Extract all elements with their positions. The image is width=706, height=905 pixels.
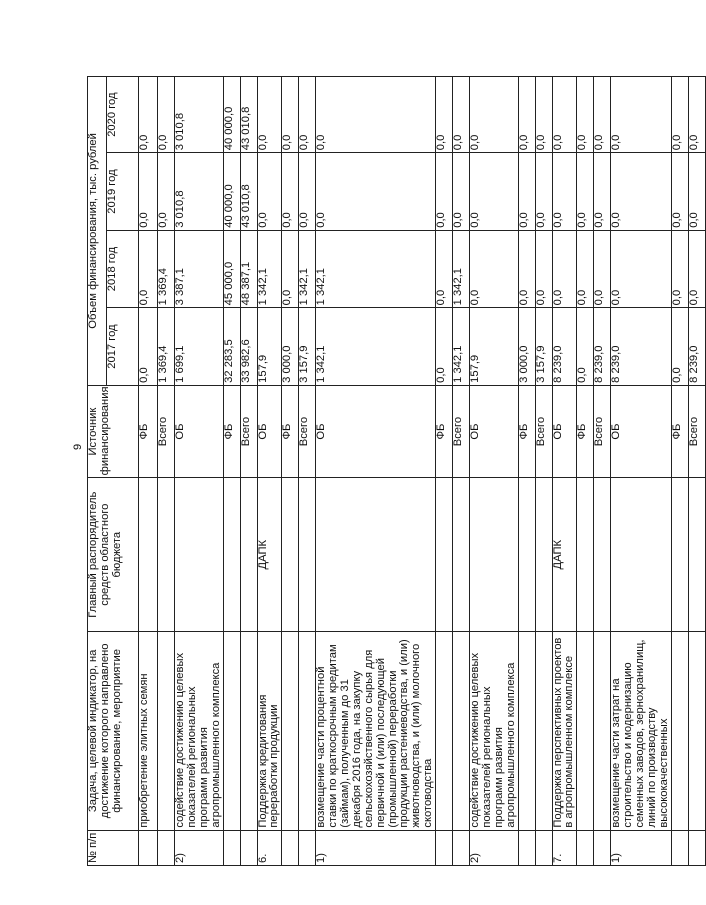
row-source: Всего xyxy=(688,385,705,478)
header-task: Задача, целевой индикатор, на достижение которого направлено финансирование, мероприятие xyxy=(88,632,139,831)
row-value-2018: 48 387,1 xyxy=(240,230,257,308)
table-row xyxy=(316,77,436,866)
row-value-2018: 0,0 xyxy=(139,230,158,308)
table-row xyxy=(470,77,519,866)
row-value-2019: 0,0 xyxy=(594,153,611,231)
row-num xyxy=(223,830,240,865)
row-value-2017: 0,0 xyxy=(577,308,594,386)
row-value-2019: 0,0 xyxy=(316,153,436,231)
row-value-2018: 0,0 xyxy=(470,230,519,308)
table-row xyxy=(436,77,453,866)
row-num xyxy=(535,830,552,865)
row-value-2018: 0,0 xyxy=(688,230,705,308)
table-row xyxy=(282,77,299,866)
row-num xyxy=(453,830,470,865)
row-source: ФБ xyxy=(139,385,158,478)
row-value-2020: 43 010,8 xyxy=(240,77,257,153)
row-source: ФБ xyxy=(671,385,688,478)
row-task xyxy=(671,632,688,831)
row-task: Поддержка кредитования переработки продукции xyxy=(257,632,282,831)
row-num: 7. xyxy=(552,830,577,865)
row-value-2017: 0,0 xyxy=(436,308,453,386)
row-source: Всего xyxy=(453,385,470,478)
table-row xyxy=(175,77,224,866)
row-value-2017: 0,0 xyxy=(671,308,688,386)
row-num: 1) xyxy=(316,830,436,865)
table-row xyxy=(139,77,158,866)
row-value-2018: 0,0 xyxy=(535,230,552,308)
row-num xyxy=(139,830,158,865)
row-task xyxy=(688,632,705,831)
row-task: Поддержка перспективных проектов в агропромышленном комплексе xyxy=(552,632,577,831)
row-value-2017: 1 342,1 xyxy=(316,308,436,386)
row-manager xyxy=(671,478,688,632)
row-value-2018: 0,0 xyxy=(671,230,688,308)
table-row xyxy=(552,77,577,866)
row-value-2018: 1 342,1 xyxy=(316,230,436,308)
row-value-2020: 0,0 xyxy=(299,77,316,153)
header-year-2018: 2018 год xyxy=(107,230,139,308)
row-manager xyxy=(299,478,316,632)
row-value-2020: 0,0 xyxy=(552,77,577,153)
header-manager: Главный распорядитель средств областного бюджета xyxy=(88,478,139,632)
row-task: возмещение части затрат на строительство и модернизацию семенных заводов, зернохранилищ, линий по производству высококачественных xyxy=(611,632,671,831)
row-manager: ДАПК xyxy=(257,478,282,632)
row-task xyxy=(577,632,594,831)
row-value-2017: 3 000,0 xyxy=(518,308,535,386)
row-manager xyxy=(518,478,535,632)
row-value-2019: 40 000,0 xyxy=(223,153,240,231)
header-year-2020: 2020 год xyxy=(107,77,139,153)
row-manager xyxy=(453,478,470,632)
row-source: ФБ xyxy=(223,385,240,478)
row-task: содействие достижению целевых показателей региональных программ развития агропромышленного комплекса xyxy=(175,632,224,831)
row-value-2020: 0,0 xyxy=(257,77,282,153)
row-value-2020: 0,0 xyxy=(688,77,705,153)
row-num xyxy=(282,830,299,865)
row-manager xyxy=(611,478,671,632)
row-value-2017: 33 982,6 xyxy=(240,308,257,386)
row-value-2018: 0,0 xyxy=(436,230,453,308)
row-task xyxy=(223,632,240,831)
row-source: ОБ xyxy=(470,385,519,478)
row-num: 6. xyxy=(257,830,282,865)
row-num: 2) xyxy=(175,830,224,865)
row-value-2018: 3 387,1 xyxy=(175,230,224,308)
row-value-2018: 45 000,0 xyxy=(223,230,240,308)
header-year-2019: 2019 год xyxy=(107,153,139,231)
row-value-2019: 0,0 xyxy=(611,153,671,231)
row-manager xyxy=(436,478,453,632)
row-manager xyxy=(577,478,594,632)
row-value-2020: 0,0 xyxy=(611,77,671,153)
row-manager: ДАПК xyxy=(552,478,577,632)
row-task xyxy=(158,632,175,831)
row-task xyxy=(594,632,611,831)
row-value-2017: 8 239,0 xyxy=(594,308,611,386)
table-row xyxy=(240,77,257,866)
row-source: ФБ xyxy=(282,385,299,478)
row-value-2017: 8 239,0 xyxy=(552,308,577,386)
row-value-2018: 1 369,4 xyxy=(158,230,175,308)
row-task xyxy=(453,632,470,831)
row-value-2020: 0,0 xyxy=(436,77,453,153)
row-value-2019: 0,0 xyxy=(671,153,688,231)
row-manager xyxy=(535,478,552,632)
row-value-2019: 0,0 xyxy=(436,153,453,231)
row-task xyxy=(299,632,316,831)
header-year-2017: 2017 год xyxy=(107,308,139,386)
row-value-2017: 8 239,0 xyxy=(611,308,671,386)
row-value-2020: 0,0 xyxy=(453,77,470,153)
row-value-2019: 0,0 xyxy=(518,153,535,231)
row-value-2019: 0,0 xyxy=(535,153,552,231)
row-manager xyxy=(594,478,611,632)
row-num xyxy=(158,830,175,865)
row-source: ФБ xyxy=(577,385,594,478)
row-value-2017: 3 157,9 xyxy=(299,308,316,386)
table-row xyxy=(453,77,470,866)
row-value-2020: 3 010,8 xyxy=(175,77,224,153)
row-source: Всего xyxy=(594,385,611,478)
row-task: приобретение элитных семян xyxy=(139,632,158,831)
row-task xyxy=(518,632,535,831)
row-value-2019: 3 010,8 xyxy=(175,153,224,231)
row-num: 1) xyxy=(611,830,671,865)
table-row xyxy=(299,77,316,866)
row-value-2018: 0,0 xyxy=(282,230,299,308)
row-value-2019: 0,0 xyxy=(453,153,470,231)
row-manager xyxy=(240,478,257,632)
row-value-2017: 0,0 xyxy=(139,308,158,386)
row-value-2018: 1 342,1 xyxy=(257,230,282,308)
row-value-2020: 0,0 xyxy=(518,77,535,153)
row-task xyxy=(535,632,552,831)
row-source: ОБ xyxy=(175,385,224,478)
row-manager xyxy=(282,478,299,632)
row-value-2020: 0,0 xyxy=(158,77,175,153)
row-task: содействие достижению целевых показателей региональных программ развития агропромышленного комплекса xyxy=(470,632,519,831)
row-task xyxy=(436,632,453,831)
row-value-2018: 1 342,1 xyxy=(453,230,470,308)
row-num xyxy=(594,830,611,865)
row-value-2020: 0,0 xyxy=(470,77,519,153)
row-num: 2) xyxy=(470,830,519,865)
row-num xyxy=(299,830,316,865)
row-source: ФБ xyxy=(436,385,453,478)
row-value-2019: 0,0 xyxy=(299,153,316,231)
row-value-2020: 0,0 xyxy=(594,77,611,153)
page-number: 9 xyxy=(72,443,84,450)
table-row xyxy=(223,77,240,866)
row-manager xyxy=(688,478,705,632)
table-row xyxy=(611,77,671,866)
row-source: Всего xyxy=(299,385,316,478)
row-value-2018: 1 342,1 xyxy=(299,230,316,308)
row-value-2019: 0,0 xyxy=(552,153,577,231)
row-value-2019: 0,0 xyxy=(257,153,282,231)
row-value-2017: 3 000,0 xyxy=(282,308,299,386)
row-task xyxy=(282,632,299,831)
row-value-2017: 157,9 xyxy=(257,308,282,386)
row-value-2017: 1 699,1 xyxy=(175,308,224,386)
row-value-2017: 157,9 xyxy=(470,308,519,386)
row-value-2020: 0,0 xyxy=(671,77,688,153)
row-num xyxy=(688,830,705,865)
row-num xyxy=(240,830,257,865)
row-value-2017: 8 239,0 xyxy=(688,308,705,386)
row-source: Всего xyxy=(535,385,552,478)
row-value-2018: 0,0 xyxy=(552,230,577,308)
row-value-2020: 0,0 xyxy=(577,77,594,153)
row-source: ОБ xyxy=(316,385,436,478)
row-value-2020: 0,0 xyxy=(282,77,299,153)
row-num xyxy=(436,830,453,865)
row-num xyxy=(518,830,535,865)
financing-table-rotated xyxy=(87,76,700,866)
row-value-2019: 0,0 xyxy=(158,153,175,231)
row-value-2019: 0,0 xyxy=(688,153,705,231)
row-value-2019: 0,0 xyxy=(470,153,519,231)
table-row xyxy=(594,77,611,866)
row-value-2017: 1 369,4 xyxy=(158,308,175,386)
header-source: Источник финансирования xyxy=(88,385,139,478)
table-row xyxy=(257,77,282,866)
row-task xyxy=(240,632,257,831)
row-manager xyxy=(158,478,175,632)
row-value-2017: 32 283,5 xyxy=(223,308,240,386)
row-manager xyxy=(223,478,240,632)
table-row xyxy=(535,77,552,866)
row-num xyxy=(671,830,688,865)
row-value-2020: 0,0 xyxy=(139,77,158,153)
row-source: ОБ xyxy=(552,385,577,478)
row-value-2018: 0,0 xyxy=(594,230,611,308)
row-source: ФБ xyxy=(518,385,535,478)
table-row xyxy=(577,77,594,866)
row-value-2018: 0,0 xyxy=(518,230,535,308)
table-row xyxy=(671,77,688,866)
row-value-2020: 40 000,0 xyxy=(223,77,240,153)
table-row xyxy=(158,77,175,866)
row-value-2017: 1 342,1 xyxy=(453,308,470,386)
row-source: ОБ xyxy=(611,385,671,478)
row-value-2019: 43 010,8 xyxy=(240,153,257,231)
row-task: возмещение части процентной ставки по краткосрочным кредитам (займам), полученным до 31 декабря 2016 года, на закупку сельскохозяйственного сырья для первичной и (или) последующей (промышленной) переработки продукции растениеводства, и (или) животноводства, и (или) молочного скотоводства xyxy=(316,632,436,831)
header-volume: Объем финансирования, тыс. рублей xyxy=(88,77,107,386)
row-source: Всего xyxy=(158,385,175,478)
row-num xyxy=(577,830,594,865)
row-value-2020: 0,0 xyxy=(535,77,552,153)
row-value-2018: 0,0 xyxy=(577,230,594,308)
row-value-2017: 3 157,9 xyxy=(535,308,552,386)
table-row xyxy=(518,77,535,866)
table-row xyxy=(688,77,705,866)
row-manager xyxy=(175,478,224,632)
header-num: № п/п xyxy=(88,830,139,865)
row-manager xyxy=(139,478,158,632)
row-value-2019: 0,0 xyxy=(577,153,594,231)
row-value-2018: 0,0 xyxy=(611,230,671,308)
row-manager xyxy=(316,478,436,632)
row-value-2020: 0,0 xyxy=(316,77,436,153)
row-value-2019: 0,0 xyxy=(282,153,299,231)
row-source: ОБ xyxy=(257,385,282,478)
row-value-2019: 0,0 xyxy=(139,153,158,231)
row-manager xyxy=(470,478,519,632)
financing-table xyxy=(87,76,706,866)
row-source: Всего xyxy=(240,385,257,478)
